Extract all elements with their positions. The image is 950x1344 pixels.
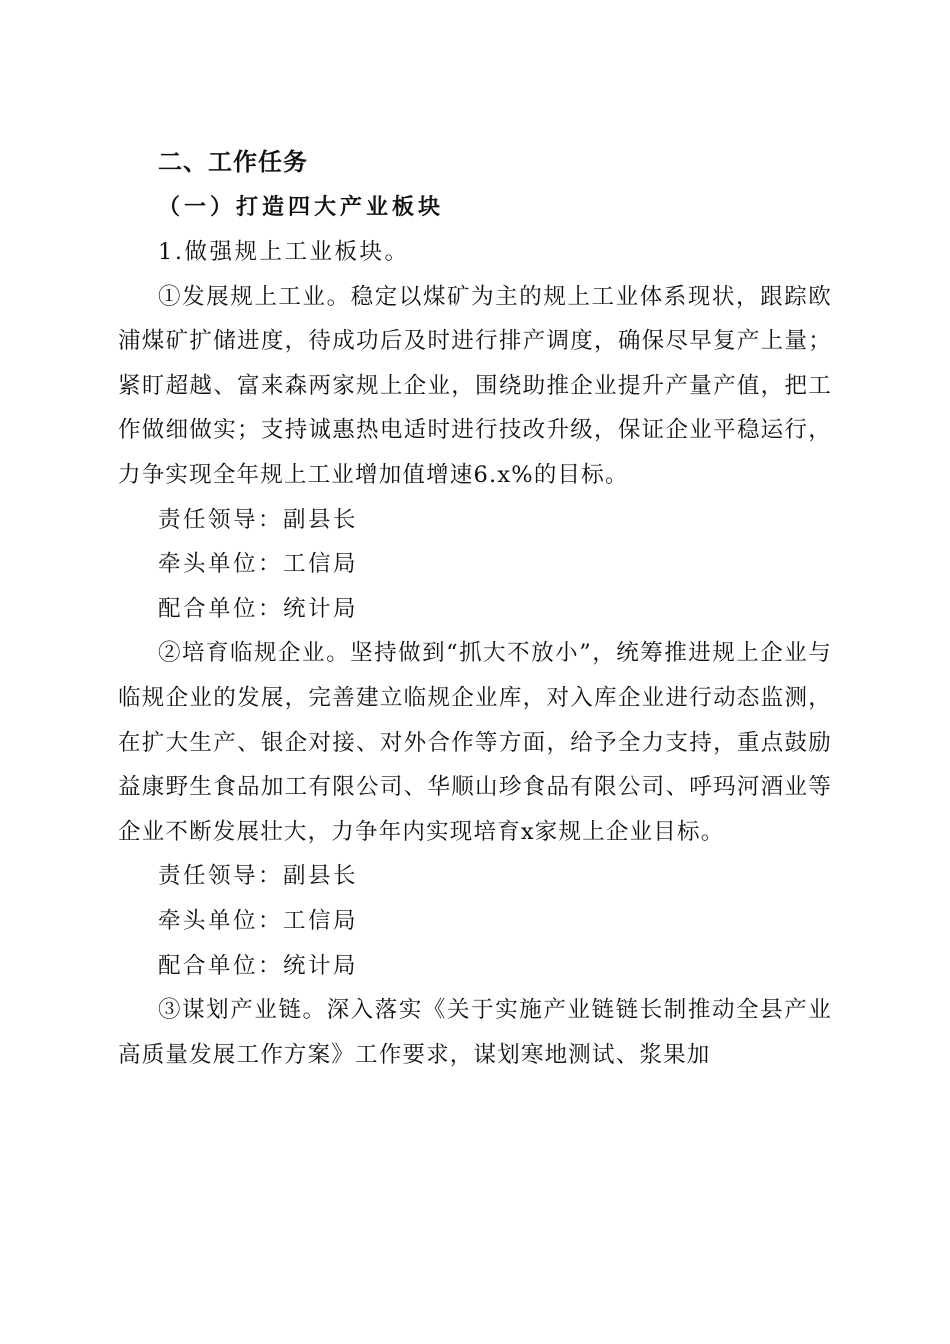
responsible-leader: 责任领导：副县长 bbox=[158, 863, 359, 890]
lead-unit: 牵头单位：工信局 bbox=[158, 551, 359, 578]
lead-unit: 牵头单位：工信局 bbox=[158, 907, 359, 934]
subsection-heading: （一）打造四大产业板块 bbox=[158, 195, 445, 220]
section-heading: 二、工作任务 bbox=[158, 148, 308, 176]
paragraph-develop-industry: ①发展规上工业。稳定以煤矿为主的规上工业体系现状，跟踪欧浦煤矿扩储进度，待成功后及时进行排产调度，确保尽早复产上量；紧盯超越、富来森两家规上企业，围绕助推企业提升产量产值，把工作做细做实；支持诚惠热电适时进行技改升级，保证企业平稳运行，力争实现全年规上工业增加值增速6.x%的目标。 bbox=[118, 283, 832, 488]
cooperating-unit: 配合单位：统计局 bbox=[158, 595, 359, 622]
cooperating-unit: 配合单位：统计局 bbox=[158, 952, 359, 979]
document-page bbox=[118, 138, 832, 1077]
paragraph-industry-chain: ③谋划产业链。深入落实《关于实施产业链链长制推动全县产业高质量发展工作方案》工作要求，谋划寒地测试、浆果加 bbox=[118, 997, 832, 1068]
paragraph-cultivate-enterprises: ②培育临规企业。坚持做到“抓大不放小”，统筹推进规上企业与临规企业的发展，完善建立临规企业库，对入库企业进行动态监测，在扩大生产、银企对接、对外合作等方面，给予全力支持，重点鼓励益康野生食品加工有限公司、华顺山珍食品有限公司、呼玛河酒业等企业不断发展壮大，力争年内实现培育x家规上企业目标。 bbox=[118, 640, 832, 845]
responsible-leader: 责任领导：副县长 bbox=[158, 506, 359, 533]
item-heading: 1.做强规上工业板块。 bbox=[158, 239, 410, 265]
